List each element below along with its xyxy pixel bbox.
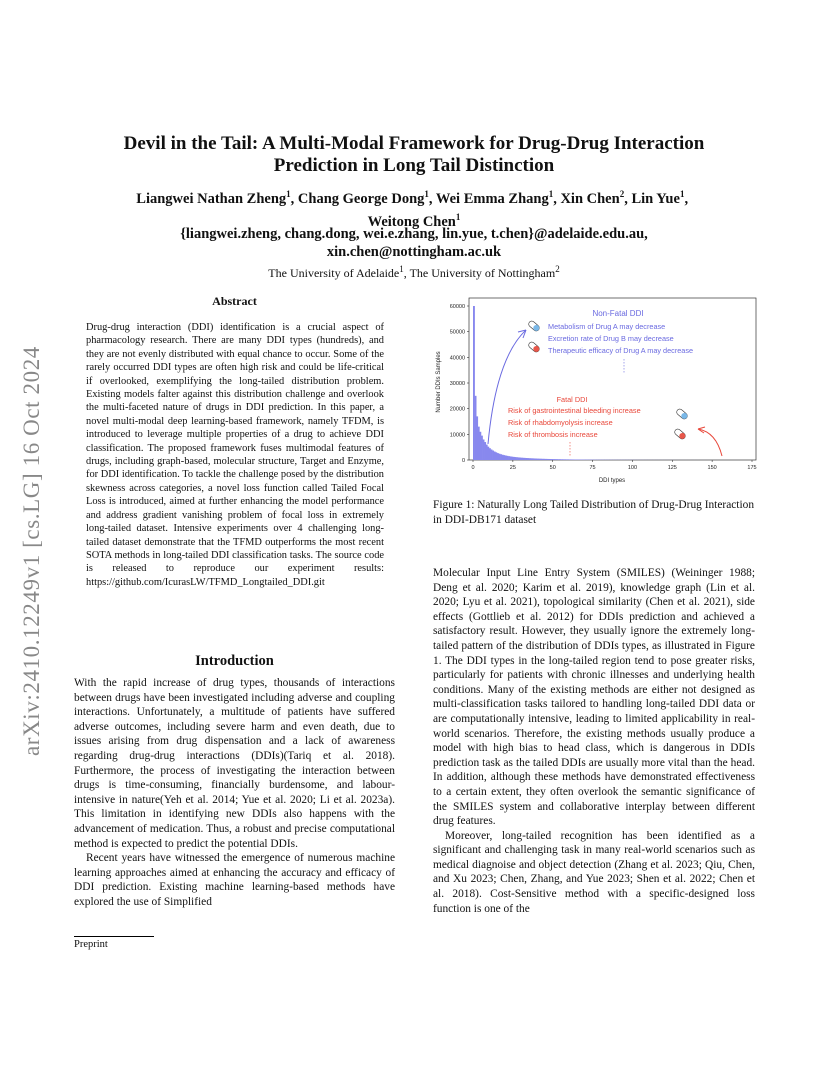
author-name: Xin Chen	[560, 190, 620, 207]
figure-1	[432, 296, 760, 488]
affiliation-separator: ,	[403, 266, 410, 280]
y-tick-label: 60000	[449, 304, 465, 310]
figure-caption: Figure 1: Naturally Long Tailed Distribution of Drug-Drug Interaction in DDI-DB171 dataset	[433, 499, 755, 526]
nonfatal-item: Metabolism of Drug A may decrease	[548, 322, 666, 331]
author-affiliation-sup: 1	[679, 189, 685, 199]
affiliations	[70, 262, 758, 281]
affiliation-adelaide-sup: 1	[399, 264, 404, 274]
author-list: Liangwei Nathan Zheng$^1$, Chang George Dong$^1$, Wei Emma Zhang$^1$, Xin Chen$^2$, Lin Yue$^1$, Weitong Chen$^1$	[136, 189, 692, 230]
fatal-arrow	[698, 429, 722, 456]
nonfatal-label: Non-Fatal DDI	[592, 309, 644, 318]
arxiv-watermark: arXiv:2410.12249v1 [cs.LG] 16 Oct 2024	[19, 346, 44, 756]
footer-preprint: Preprint	[74, 939, 108, 950]
y-tick-label: 30000	[449, 381, 465, 387]
ddi-distribution-chart	[432, 296, 760, 488]
abstract-heading: Abstract	[212, 294, 257, 308]
y-tick-label: 40000	[449, 355, 465, 362]
author-name: Lin Yue	[631, 190, 680, 207]
affiliation-nottingham: The University of Nottingham	[409, 266, 556, 280]
author-affiliation-sup: 1	[286, 189, 291, 199]
emails-line-1: {liangwei.zheng, chang.dong, wei.e.zhang, lin.yue, t.chen}@adelaide.edu.au,	[180, 226, 648, 242]
footnote-rule	[74, 936, 154, 937]
x-tick-label: 150	[707, 465, 717, 471]
x-tick-label: 50	[549, 465, 556, 471]
y-tick-label: 20000	[449, 406, 465, 413]
author-affiliation-sup: 2	[619, 189, 625, 199]
nonfatal-item: Therapeutic efficacy of Drug A may decrease	[548, 346, 694, 355]
author-affiliation-sup: 1	[455, 211, 461, 222]
author-affiliation-sup: 1	[424, 189, 429, 199]
introduction-heading: Introduction	[195, 653, 274, 669]
intro-right-column	[433, 566, 755, 916]
x-tick-label: 100	[627, 465, 638, 471]
pill-icon	[527, 341, 540, 353]
x-tick-label: 25	[509, 465, 516, 471]
author-affiliation-sup: 1	[548, 189, 554, 199]
emails-line-2: xin.chen@nottingham.ac.uk	[326, 244, 502, 260]
x-tick-label: 75	[589, 465, 596, 471]
intro-paragraph-2: Recent years have witnessed the emergence of numerous machine learning approaches aimed at enhancing the accuracy and efficacy of DDI prediction. Existing machine learning-based methods have explored the use of Simplified	[74, 852, 395, 908]
intro-paragraph-3: Molecular Input Line Entry System (SMILES) (Weininger 1988; Deng et al. 2020; Karim et al. 2019), knowledge graph (Lin et al. 2020; Lyu et al. 2021), topological similarity (Chen et al. 2021), side effects (Gottlieb et al. 2012) for DDIs prediction and achieved a satisfactory result. However, they usually ignore the extremely long-tailed pattern of the distribution of DDIs types, as illustrated in Figure 1. The DDI types in the long-tailed region tend to pose greater risks, particularly for patients with chronic illnesses and underlying health conditions. Many of the existing methods are either not designed as multi-classification tasks tailored to handling long-tailed DDI data or are computationally intensive, leading to limited applicability in real-world scenarios. Therefore, the existing methods usually produce a model with high bias to head class, which is dangerous in DDIs prediction task as the tailed DDIs are usually more vital than the head. In addition, although these methods have demonstrated effectiveness to a certain extent, they often overlook the semantic significance of the SMILES system and collaborative interplay between different drug features.	[433, 567, 755, 828]
fatal-item: Risk of thrombosis increase	[508, 430, 598, 439]
x-axis-label: DDI types	[598, 478, 626, 484]
intro-left-column	[74, 676, 395, 910]
fatal-item: Risk of gastrointestinal bleeding increase	[508, 406, 641, 415]
y-tick-label: 0	[461, 458, 465, 464]
pill-icon	[673, 428, 686, 440]
affiliation-nottingham-sup: 2	[555, 264, 560, 274]
intro-paragraph-1: With the rapid increase of drug types, thousands of interactions between drugs have been investigated including adverse and coupling interactions. Unfortunately, a multitude of patients have suffered adverse outcomes, including severe harm and even death, due to issues arising from drug dispensation and a lack of awareness regarding drug-drug interactions (DDIs)(Tariq et al. 2018). Furthermore, the process of investigating the interaction between drugs is time-consuming, financially burdensome, and labour-intensive in nature(Yeh et al. 2014; Yue et al. 2020; Li et al. 2023a). This limitation in identifying new DDIs also happens with the advancement of medication. Thus, a robust and precise computational method is expected to predict the potential DDIs.	[74, 677, 395, 850]
y-tick-label: 10000	[449, 432, 465, 439]
intro-paragraph-4: Moreover, long-tailed recognition has been identified as a significant and challenging task in many real-world scenarios such as medical diagnoise and object detection (Zhang et al. 2023; Qiu, Chen, and Xu 2023; Chen, Zhang, and Yue 2023; Shen et al. 2022; Chen et al. 2018). Cost-Sensitive method with a specific-designed loss function is one of the	[433, 829, 755, 915]
nonfatal-item: Excretion rate of Drug B may decrease	[548, 334, 674, 343]
affiliation-adelaide: The University of Adelaide	[268, 266, 400, 280]
paper-title: Devil in the Tail: A Multi-Modal Framework for Drug-Drug Interaction Prediction in Long Tail Distinction	[123, 133, 705, 176]
author-name: Liangwei Nathan Zheng	[136, 190, 287, 207]
pill-icon	[527, 320, 540, 332]
abstract-text: Drug-drug interaction (DDI) identification is a crucial aspect of pharmacology research. There are many DDI types (hundreds), and they are not evenly distributed with equal chance to occur. Some of the rarely occurred DDI types are often high risk and could be life-critical if overlooked, exemplifying the long-tailed distribution problem. Existing models falter against this distribution challenge and overlook the multi-faceted nature of drugs in DDI prediction. In this paper, a novel multi-modal deep learning-based framework, namely TFDM, is introduced to leverage multiple properties of a drug to achieve DDI classification. The proposed framework fuses multimodal features of drugs, including graph-based, molecular structure, Target and Enzyme, for DDI identification. To tackle the challenge posed by the distribution skewness across categories, a novel loss function called Tailed Focal Loss is introduced, aimed at further enhancing the model performance and address gradient vanishing problem of focal loss in extremely long-tailed dataset. Intensive experiments over 4 challenging long-tailed dataset demonstrate that the TFMD outperforms the most recent SOTA methods in long-tailed DDI classification tasks. The source code is released to reproduce our experiment results: https://github.com/IcurasLW/TFMD_Longtailed_DDI.git	[86, 322, 384, 588]
y-tick-label: 50000	[449, 329, 465, 336]
author-name: Wei Emma Zhang	[435, 190, 549, 207]
y-axis-label: Number DDIs Samples	[436, 351, 442, 413]
fatal-item: Risk of rhabdomyolysis increase	[508, 418, 613, 427]
author-emails	[70, 225, 758, 261]
x-tick-label: 175	[747, 465, 757, 471]
x-tick-label: 125	[667, 465, 677, 471]
author-name: Weitong Chen	[367, 213, 456, 230]
author-name: Chang George Dong	[297, 190, 425, 207]
pill-icon	[675, 408, 688, 420]
x-tick-label: 0	[471, 465, 475, 471]
fatal-label: Fatal DDI	[556, 395, 588, 404]
